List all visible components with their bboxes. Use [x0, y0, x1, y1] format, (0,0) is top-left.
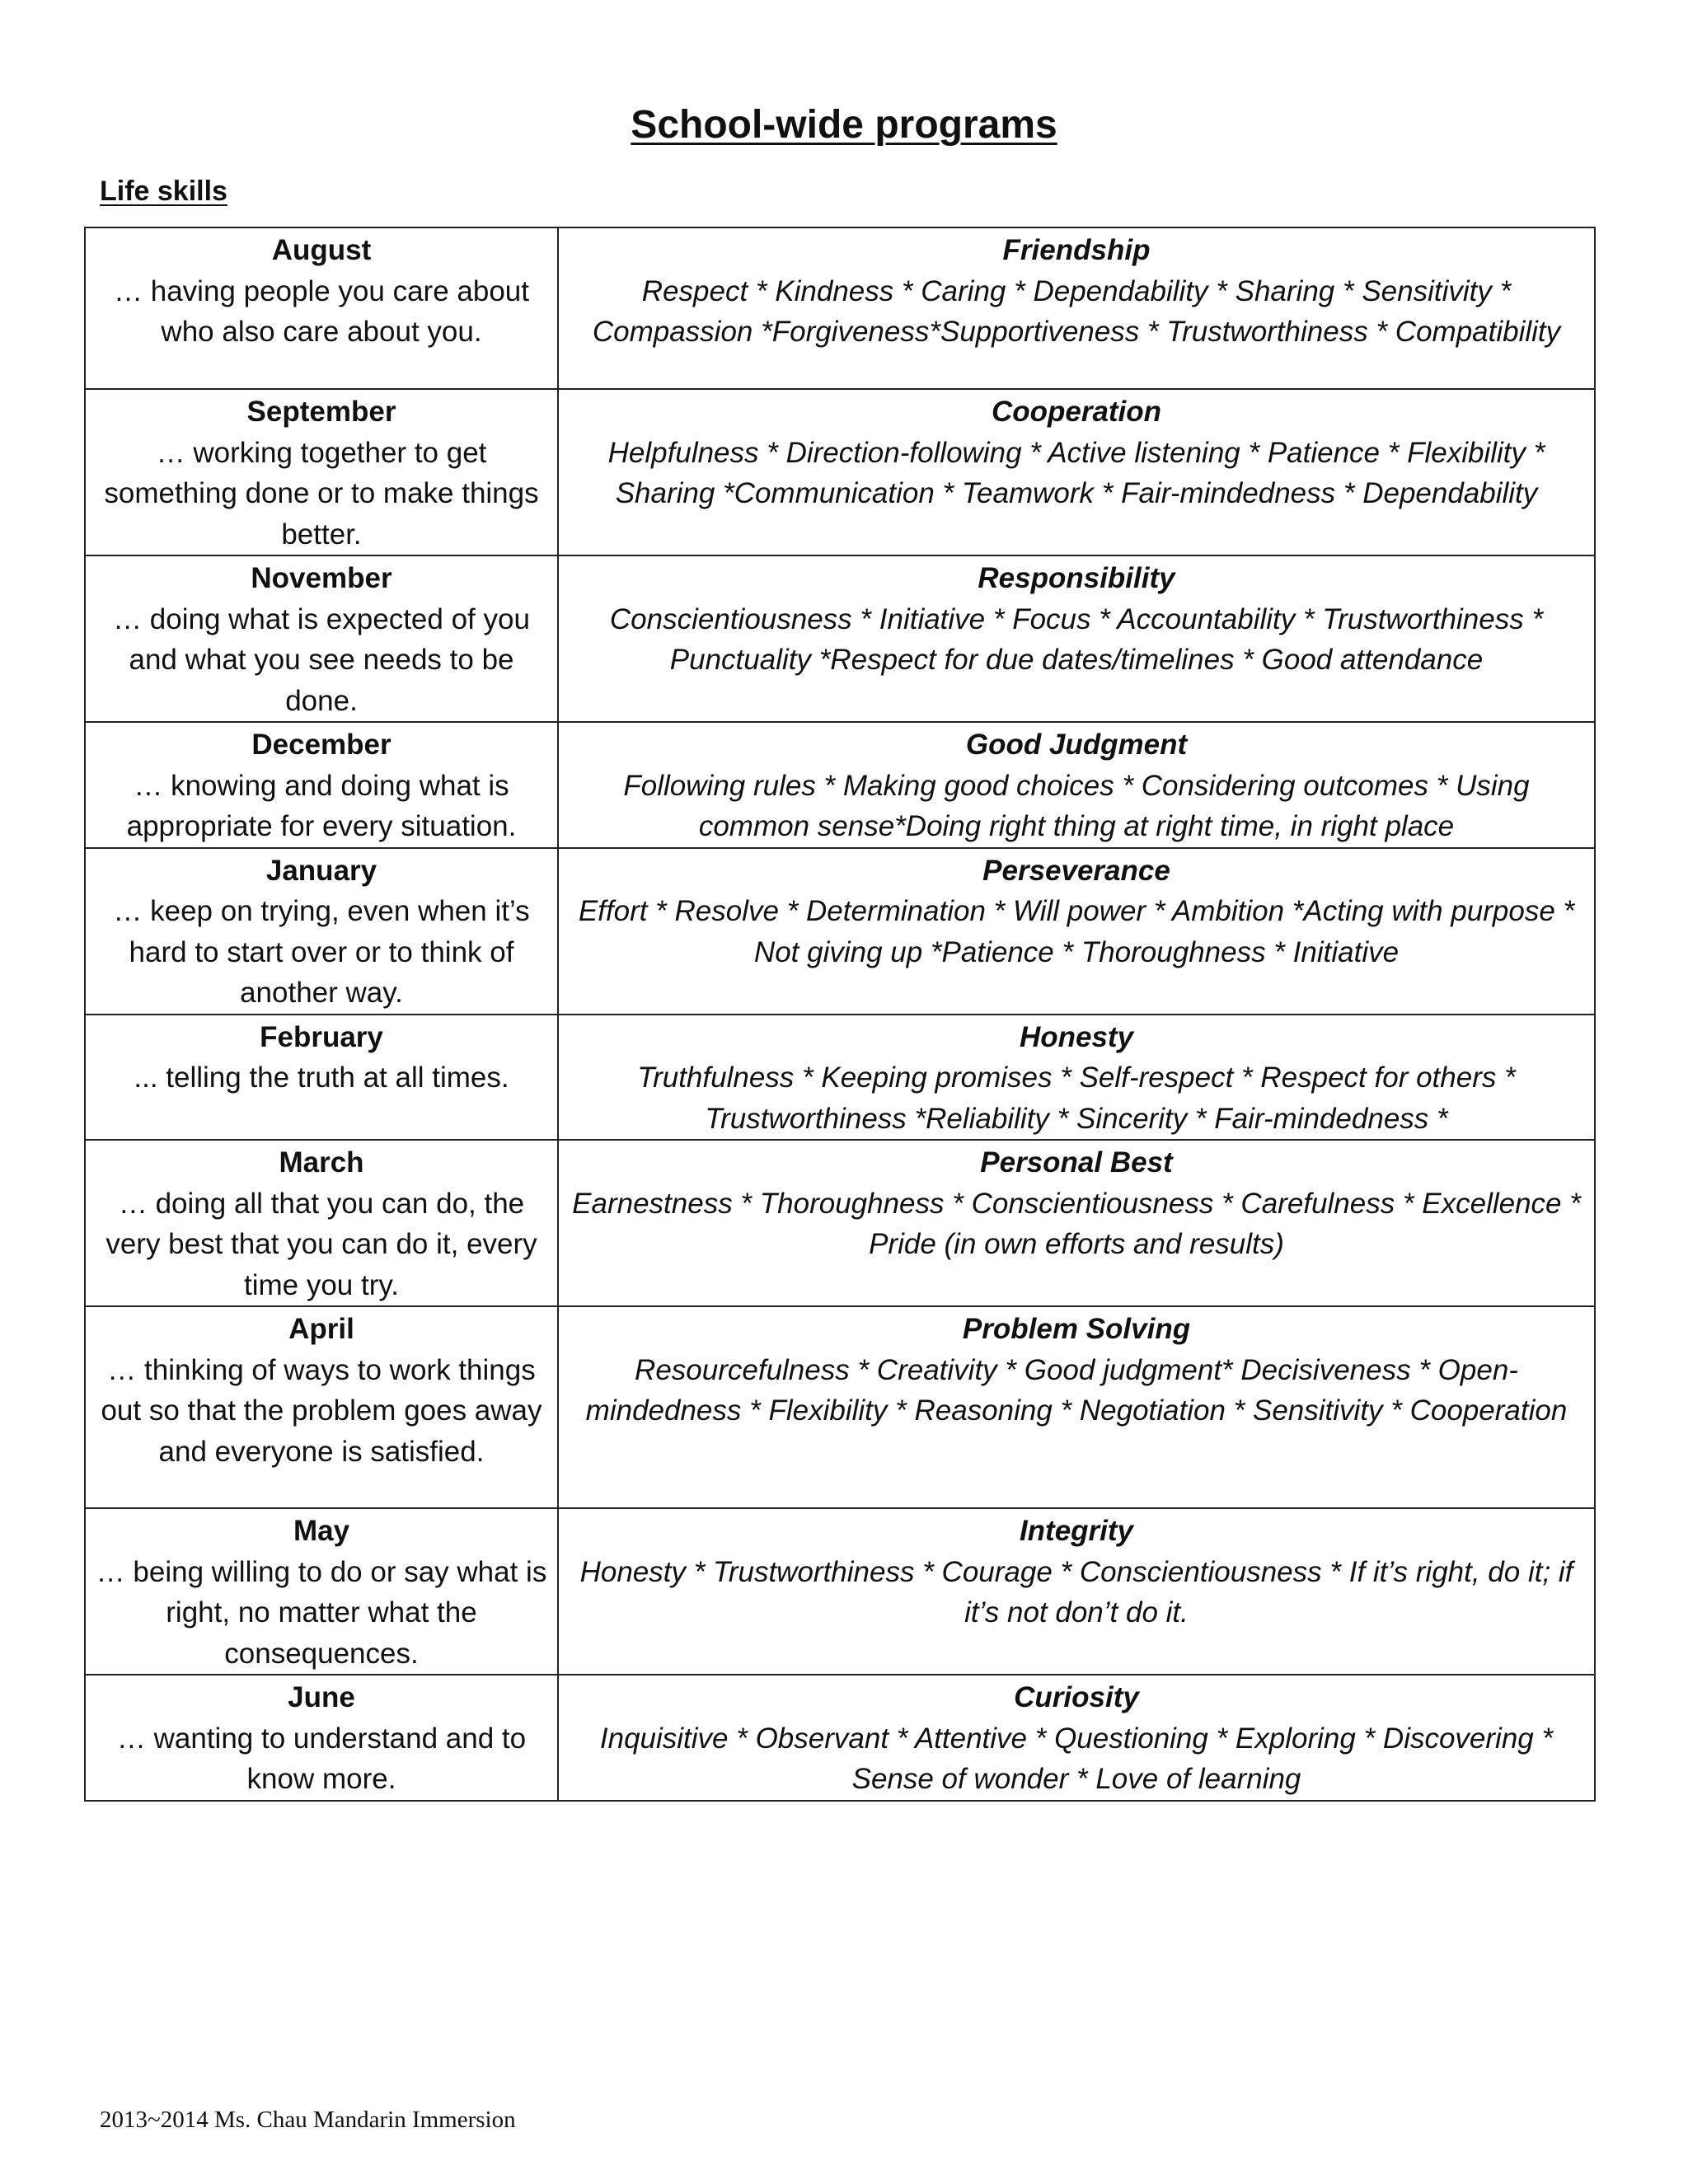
trait-cell	[558, 848, 1595, 1015]
month-description: … working together to get something done or to make things better.	[104, 436, 539, 551]
trait-cell	[558, 1306, 1595, 1508]
month-name: August	[271, 234, 372, 266]
life-skills-table-body	[85, 227, 1595, 1801]
month-name: March	[279, 1146, 364, 1179]
month-name: December	[251, 729, 392, 761]
trait-name: Personal Best	[980, 1146, 1173, 1179]
trait-name: Perseverance	[982, 854, 1170, 887]
table-row	[85, 1140, 1595, 1306]
table-row	[85, 722, 1595, 848]
trait-name: Curiosity	[1014, 1681, 1139, 1713]
trait-list: Resourcefulness * Creativity * Good judgment* Decisiveness * Open-mindedness * Flexibility * Reasoning * Negotiation * Sensitivity * Cooperation	[585, 1353, 1568, 1427]
month-cell	[85, 1015, 558, 1141]
trait-name: Friendship	[1002, 234, 1151, 266]
trait-list: Respect * Kindness * Caring * Dependability * Sharing * Sensitivity * Compassion *Forgiveness*Supportiveness * Trustworthiness * Compatibility	[592, 274, 1561, 348]
month-description: … doing what is expected of you and what you see needs to be done.	[113, 602, 530, 717]
trait-list: Effort * Resolve * Determination * Will power * Ambition *Acting with purpose * Not giving up *Patience * Thoroughness * Initiative	[578, 895, 1575, 968]
month-cell	[85, 227, 558, 389]
trait-cell	[558, 227, 1595, 389]
page-title	[0, 101, 1688, 150]
trait-name: Integrity	[1019, 1515, 1134, 1547]
month-cell	[85, 1675, 558, 1801]
table-row	[85, 1675, 1595, 1801]
month-name: January	[265, 854, 377, 887]
page-footer: 2013~2014 Ms. Chau Mandarin Immersion	[100, 2107, 516, 2133]
month-description: … doing all that you can do, the very best that you can do it, every time you try.	[106, 1187, 537, 1301]
month-description: … thinking of ways to work things out so that the problem goes away and everyone is satisfied.	[101, 1353, 542, 1468]
section-title: Life skills	[100, 176, 227, 207]
month-cell	[85, 1508, 558, 1675]
month-name: November	[251, 562, 392, 594]
table-row	[85, 1015, 1595, 1141]
month-description: ... telling the truth at all times.	[134, 1062, 509, 1094]
table-row	[85, 1306, 1595, 1508]
trait-name: Cooperation	[991, 396, 1162, 428]
trait-cell	[558, 389, 1595, 555]
month-description: … having people you care about who also care about you.	[114, 274, 529, 348]
table-row	[85, 227, 1595, 389]
table-row	[85, 555, 1595, 722]
trait-cell	[558, 555, 1595, 722]
page-title-text: School-wide programs	[631, 103, 1057, 147]
month-description: … knowing and doing what is appropriate for every situation.	[126, 769, 517, 842]
trait-cell	[558, 722, 1595, 848]
month-name: April	[288, 1313, 354, 1345]
table-row	[85, 848, 1595, 1015]
month-cell	[85, 848, 558, 1015]
month-cell	[85, 1140, 558, 1306]
month-name: February	[260, 1020, 383, 1053]
month-description: … being willing to do or say what is right, no matter what the consequences.	[96, 1555, 547, 1670]
month-description: … keep on trying, even when it’s hard to start over or to think of another way.	[113, 895, 530, 1009]
trait-list: Conscientiousness * Initiative * Focus * Accountability * Trustworthiness * Punctuality *Respect for due dates/timelines * Good attendance	[609, 602, 1544, 676]
trait-list: Helpfulness * Direction-following * Active listening * Patience * Flexibility * Sharing *Communication * Teamwork * Fair-mindedness * Dependability	[607, 436, 1545, 509]
trait-list: Earnestness * Thoroughness * Conscientiousness * Carefulness * Excellence * Pride (in own efforts and results)	[572, 1187, 1581, 1260]
trait-name: Honesty	[1019, 1020, 1134, 1053]
table-row	[85, 1508, 1595, 1675]
month-cell	[85, 1306, 558, 1508]
trait-list: Inquisitive * Observant * Attentive * Questioning * Exploring * Discovering * Sense of wonder * Love of learning	[599, 1722, 1554, 1795]
month-cell	[85, 389, 558, 555]
month-name: June	[288, 1681, 355, 1713]
month-description: … wanting to understand and to know more.	[116, 1722, 527, 1795]
month-cell	[85, 722, 558, 848]
table-row	[85, 389, 1595, 555]
trait-list: Truthfulness * Keeping promises * Self-respect * Respect for others * Trustworthiness *Reliability * Sincerity * Fair-mindedness *	[637, 1062, 1516, 1135]
trait-list: Following rules * Making good choices * Considering outcomes * Using common sense*Doing right thing at right time, in right place	[623, 769, 1530, 842]
month-name: September	[246, 396, 396, 428]
trait-list: Honesty * Trustworthiness * Courage * Conscientiousness * If it’s right, do it; if it’s not don’t do it.	[579, 1555, 1573, 1629]
trait-name: Responsibility	[978, 562, 1175, 594]
month-cell	[85, 555, 558, 722]
trait-name: Good Judgment	[965, 729, 1188, 761]
trait-cell	[558, 1508, 1595, 1675]
trait-name: Problem Solving	[962, 1313, 1191, 1345]
trait-cell	[558, 1675, 1595, 1801]
trait-cell	[558, 1140, 1595, 1306]
life-skills-table	[84, 227, 1596, 1802]
trait-cell	[558, 1015, 1595, 1141]
month-name: May	[293, 1515, 350, 1547]
